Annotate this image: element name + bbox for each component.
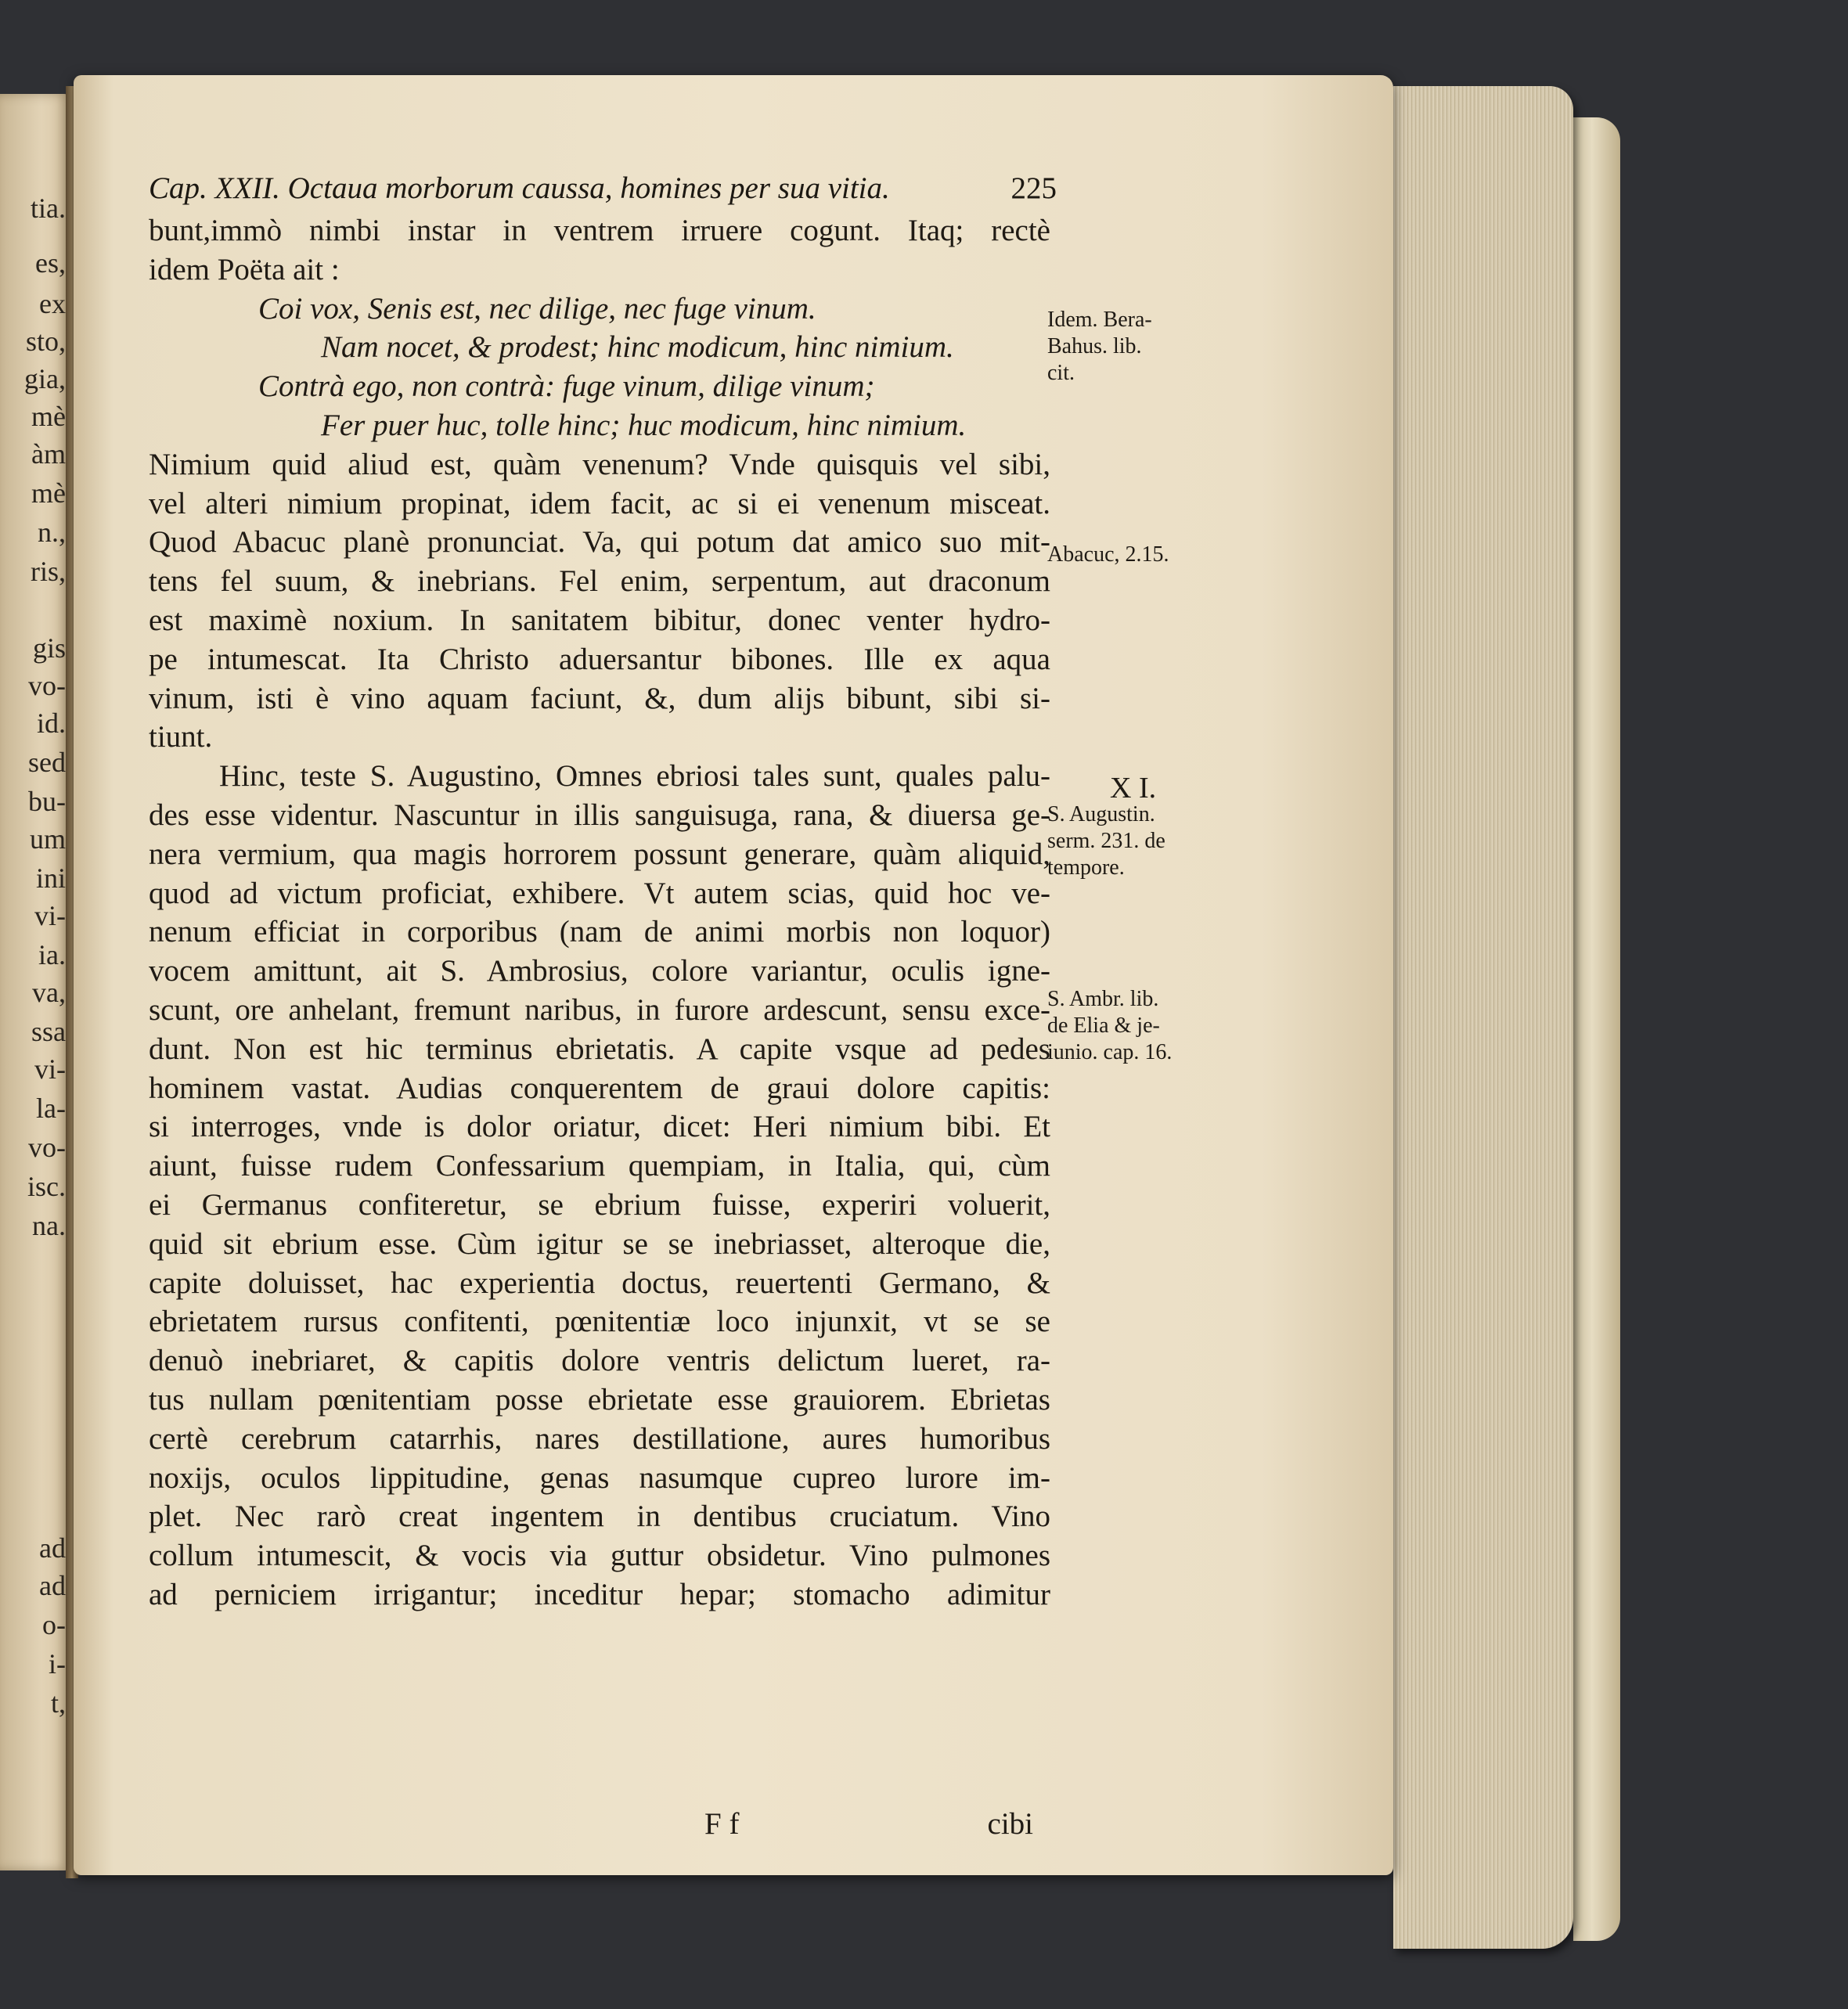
left-page-fragment: n.,	[38, 517, 66, 548]
text-line: vinum, isti è vino aquam faciunt, &, dum alijs bibunt, sibi si-	[149, 681, 1050, 715]
left-page-fragment: t,	[50, 1687, 66, 1719]
left-page-fragment: isc.	[27, 1171, 66, 1202]
left-page-fragment: la-	[36, 1093, 66, 1124]
left-page-fragment: tia.	[31, 193, 66, 224]
margin-note-line: Bahus. lib.	[1047, 334, 1142, 358]
margin-note-line: Abacuc, 2.15.	[1047, 542, 1169, 567]
book-cover-edge	[1573, 117, 1620, 1941]
left-page-fragment: ia.	[38, 939, 66, 970]
left-page-fragment: um	[29, 823, 66, 855]
text-line: dunt. Non est hic terminus ebrietatis. A capite vsque ad pedes	[149, 1032, 1050, 1066]
text-line: est maximè noxium. In sanitatem bibitur, donec venter hydro-	[149, 603, 1050, 637]
left-page-fragment: vo-	[28, 1132, 66, 1163]
page-block-edge	[1393, 86, 1573, 1949]
text-line: bunt,immò nimbi instar in ventrem irruere cogunt. Itaq; rectè	[149, 214, 1050, 247]
text-line: pe intumescat. Ita Christo aduersantur bibones. Ille ex aqua	[149, 642, 1050, 676]
text-line: ei Germanus confiteretur, se ebrium fuisse, experiri voluerit,	[149, 1187, 1050, 1222]
left-page-fragment: vi-	[34, 900, 66, 931]
left-page-fragment: gia,	[24, 363, 66, 394]
left-page-fragment: bu-	[28, 786, 66, 817]
text-line: vocem amittunt, ait S. Ambrosius, colore variantur, oculis igne-	[149, 954, 1050, 988]
left-page-edge	[0, 94, 69, 1870]
text-line: quid sit ebrium esse. Cùm igitur se se inebriasset, alteroque die,	[149, 1226, 1050, 1261]
left-page-fragment: o-	[42, 1609, 66, 1640]
page-number: 225	[1010, 171, 1057, 205]
text-line: certè cerebrum catarrhis, nares destillatione, aures humoribus	[149, 1421, 1050, 1456]
text-line: collum intumescit, & vocis via guttur obsidetur. Vino pulmones	[149, 1539, 1050, 1573]
catchword: cibi	[987, 1807, 1033, 1841]
left-page-fragment: ad	[39, 1532, 66, 1564]
verse-line: Contrà ego, non contrà: fuge vinum, dilige vinum;	[258, 369, 875, 404]
text-line: Hinc, teste S. Augustino, Omnes ebriosi tales sunt, quales palu-	[219, 759, 1050, 794]
left-page-fragment: ris,	[31, 556, 66, 587]
left-page-fragment: i-	[49, 1648, 66, 1680]
margin-note-line: iunio. cap. 16.	[1047, 1040, 1173, 1064]
text-line: vel alteri nimium propinat, idem facit, ac si ei venenum misceat.	[149, 486, 1050, 520]
text-line: scunt, ore anhelant, fremunt naribus, in furore ardescunt, sensu exce-	[149, 992, 1050, 1027]
left-page-fragment: es,	[35, 247, 66, 279]
section-numeral: X I.	[1110, 772, 1157, 805]
running-head	[149, 171, 1057, 206]
left-page-fragment: mè	[31, 401, 66, 432]
margin-note-line: serm. 231. de	[1047, 829, 1165, 853]
text-line: hominem vastat. Audias conquerentem de graui dolore capitis:	[149, 1071, 1050, 1105]
text-line: plet. Nec rarò creat ingentem in dentibus cruciatum. Vino	[149, 1500, 1050, 1534]
left-page-fragment: sed	[28, 747, 66, 778]
margin-note-line: de Elia & je-	[1047, 1014, 1160, 1038]
left-page-fragment: àm	[31, 438, 66, 470]
text-line: tus nullam pœnitentiam posse ebrietate esse grauiorem. Ebrietas	[149, 1382, 1050, 1417]
left-page-fragment: va,	[32, 977, 66, 1008]
text-line: idem Poëta ait :	[149, 252, 340, 286]
text-line: tiunt.	[149, 720, 213, 754]
margin-note-augustine	[1047, 772, 1165, 881]
left-page-fragment: na.	[32, 1210, 66, 1241]
left-page-fragment: vi-	[34, 1053, 66, 1085]
left-page-fragment: ssa	[31, 1016, 66, 1047]
text-line: tens fel suum, & inebrians. Fel enim, serpentum, aut draconum	[149, 564, 1050, 599]
margin-note-line: tempore.	[1047, 855, 1125, 880]
text-line: noxijs, oculos lippitudine, genas nasumque cupreo lurore im-	[149, 1460, 1050, 1495]
text-line: ebrietatem rursus confitenti, pœnitentiæ loco injunxit, vt se se	[149, 1305, 1050, 1339]
margin-note-line: S. Augustin.	[1047, 802, 1155, 826]
text-line: des esse videntur. Nascuntur in illis sanguisuga, rana, & diuersa ge-	[149, 797, 1050, 832]
text-line: si interroges, vnde is dolor oriatur, dicet: Heri nimium bibi. Et	[149, 1110, 1050, 1144]
verse-line: Coi vox, Senis est, nec dilige, nec fuge vinum.	[258, 291, 816, 326]
margin-note-line: cit.	[1047, 361, 1075, 385]
left-page-fragment: vo-	[28, 670, 66, 701]
text-line: nenum efficiat in corporibus (nam de animi morbis non loquor)	[149, 915, 1050, 949]
text-line: denuò inebriaret, & capitis dolore ventris delictum lueret, ra-	[149, 1344, 1050, 1378]
running-head-title: Cap. XXII. Octaua morborum caussa, homines per sua vitia.	[149, 171, 890, 205]
margin-note-bernard	[1047, 307, 1152, 387]
left-page-fragment: mè	[31, 477, 66, 509]
text-line: Quod Abacuc planè pronunciat. Va, qui potum dat amico suo mit-	[149, 525, 1050, 560]
margin-note-ambrose	[1047, 986, 1172, 1066]
left-page-fragment: ini	[35, 862, 66, 894]
left-page-fragment: ex	[39, 288, 66, 319]
margin-note-line: S. Ambr. lib.	[1047, 987, 1159, 1011]
left-page-fragment: sto,	[25, 326, 66, 357]
left-page-fragment: id.	[36, 707, 66, 739]
verse-line: Nam nocet, & prodest; hinc modicum, hinc nimium.	[321, 330, 954, 365]
left-page-fragment: gis	[32, 632, 66, 664]
left-page-fragment: ad	[39, 1570, 66, 1601]
text-line: nera vermium, qua magis horrorem possunt generare, quàm aliquid,	[149, 837, 1050, 871]
text-line: Nimium quid aliud est, quàm venenum? Vnde quisquis vel sibi,	[149, 447, 1050, 481]
margin-note-line: Idem. Bera-	[1047, 308, 1152, 332]
main-text	[149, 211, 1050, 1615]
signature-mark: F f	[704, 1807, 740, 1841]
text-line: aiunt, fuisse rudem Confessarium quempiam, in Italia, qui, cùm	[149, 1149, 1050, 1183]
text-line: capite doluisset, hac experientia doctus, reuertenti Germano, &	[149, 1266, 1050, 1300]
text-line: ad perniciem irrigantur; inceditur hepar; stomacho adimitur	[149, 1577, 1050, 1611]
text-line: quod ad victum proficiat, exhibere. Vt autem scias, quid hoc ve-	[149, 876, 1050, 910]
verse-line: Fer puer huc, tolle hinc; huc modicum, hinc nimium.	[321, 408, 967, 442]
margin-note-abacuc	[1047, 542, 1169, 568]
